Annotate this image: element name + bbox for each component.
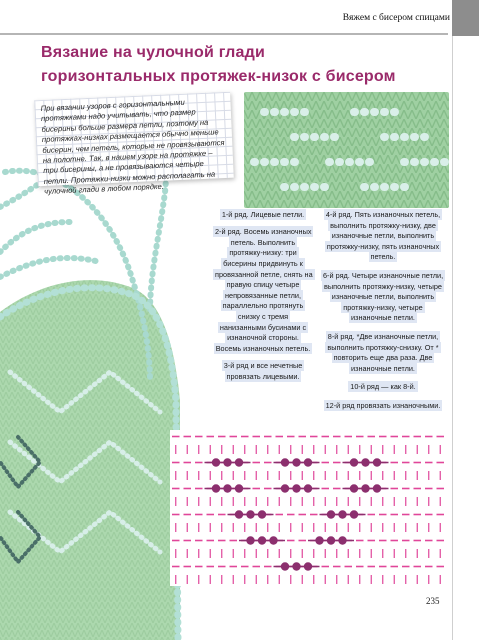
bead [327,536,335,544]
bead [350,458,358,466]
title-line-1: Вязание на чулочной глади [41,44,266,61]
instructions-left-column [213,210,313,389]
bead [281,562,289,570]
bead [281,484,289,492]
bead [304,562,312,570]
instruction-row-6: 6-й ряд. Четыре изнаночные петли, выполнить протяжку-низку, четыре изнаночные петли, выполнить протяжку-низку, четыре изнаночные петли. [323,270,444,323]
bead [327,510,335,518]
knitting-chart [170,430,446,586]
bead [235,484,243,492]
bead [373,458,381,466]
page-number: 235 [426,596,440,606]
page-title [41,44,421,86]
bead [212,484,220,492]
instruction-row-4: 4-й ряд. Пять изнаночных петель, выполнить протяжку-низку, две изнаночные петли, выполнить протяжку-низку, пять изнаночных петель. [325,210,441,262]
header-tab [452,0,479,36]
instruction-row-2: 2-й ряд. Восемь изнаночных петель. Выполнить протяжку-низку: три бисерины придвинуть к провязанной петле, снять на правую спицу четыре непровязанные петли, параллельно протянуть снизку с тремя нанизанными бусинами с изнаночной стороны. Восемь изнаночных петель. [215,227,313,353]
bead-closeup-photo [244,92,449,208]
instruction-row-3: 3-й ряд и все нечетные провязать лицевыми. [223,360,303,381]
instruction-row-12: 12-й ряд провязать изнаночными. [325,400,441,410]
side-rule [452,36,453,640]
bead [258,536,266,544]
bead [304,484,312,492]
running-title: Вяжем с бисером спицами [342,13,450,23]
note-text: При вязании узоров с горизонтальными протяжками надо учитывать, что размер бисерины больше размера петли, поэтому на протяжках-низках размещается обычно меньше бисерин, чем петель, которые не провязываются на полотне. Так, в нашем узоре на протяжке – три бисерины, а не провязываются четыре петли. Протяжки-низки можно располагать на чулочной глади в любом порядке. [40,97,225,197]
bead [235,458,243,466]
bead [361,484,369,492]
bead [350,484,358,492]
bead [292,562,300,570]
bead [292,484,300,492]
title-line-2: горизонтальных протяжек-низок с бисером [41,68,396,85]
bead [223,458,231,466]
bead [258,510,266,518]
bead [350,510,358,518]
bead [223,484,231,492]
bead [281,458,289,466]
bead [373,484,381,492]
bead [338,536,346,544]
bead [361,458,369,466]
bead [246,536,254,544]
bead [269,536,277,544]
bead [315,536,323,544]
instruction-row-8: 8-й ряд. *Две изнаночные петли, выполнить протяжку-снизку. От * повторить еще два раза. Две изнаночные петли. [327,331,439,373]
bead [235,510,243,518]
note-card [34,92,234,197]
bead [292,458,300,466]
bead [338,510,346,518]
header-rule [0,33,448,35]
bead [304,458,312,466]
bead [246,510,254,518]
instruction-row-1: 1-й ряд. Лицевые петли. [221,210,305,219]
bead [212,458,220,466]
instruction-row-10: 10-й ряд — как 8-й. [350,382,416,392]
instructions-right-column [321,210,445,420]
